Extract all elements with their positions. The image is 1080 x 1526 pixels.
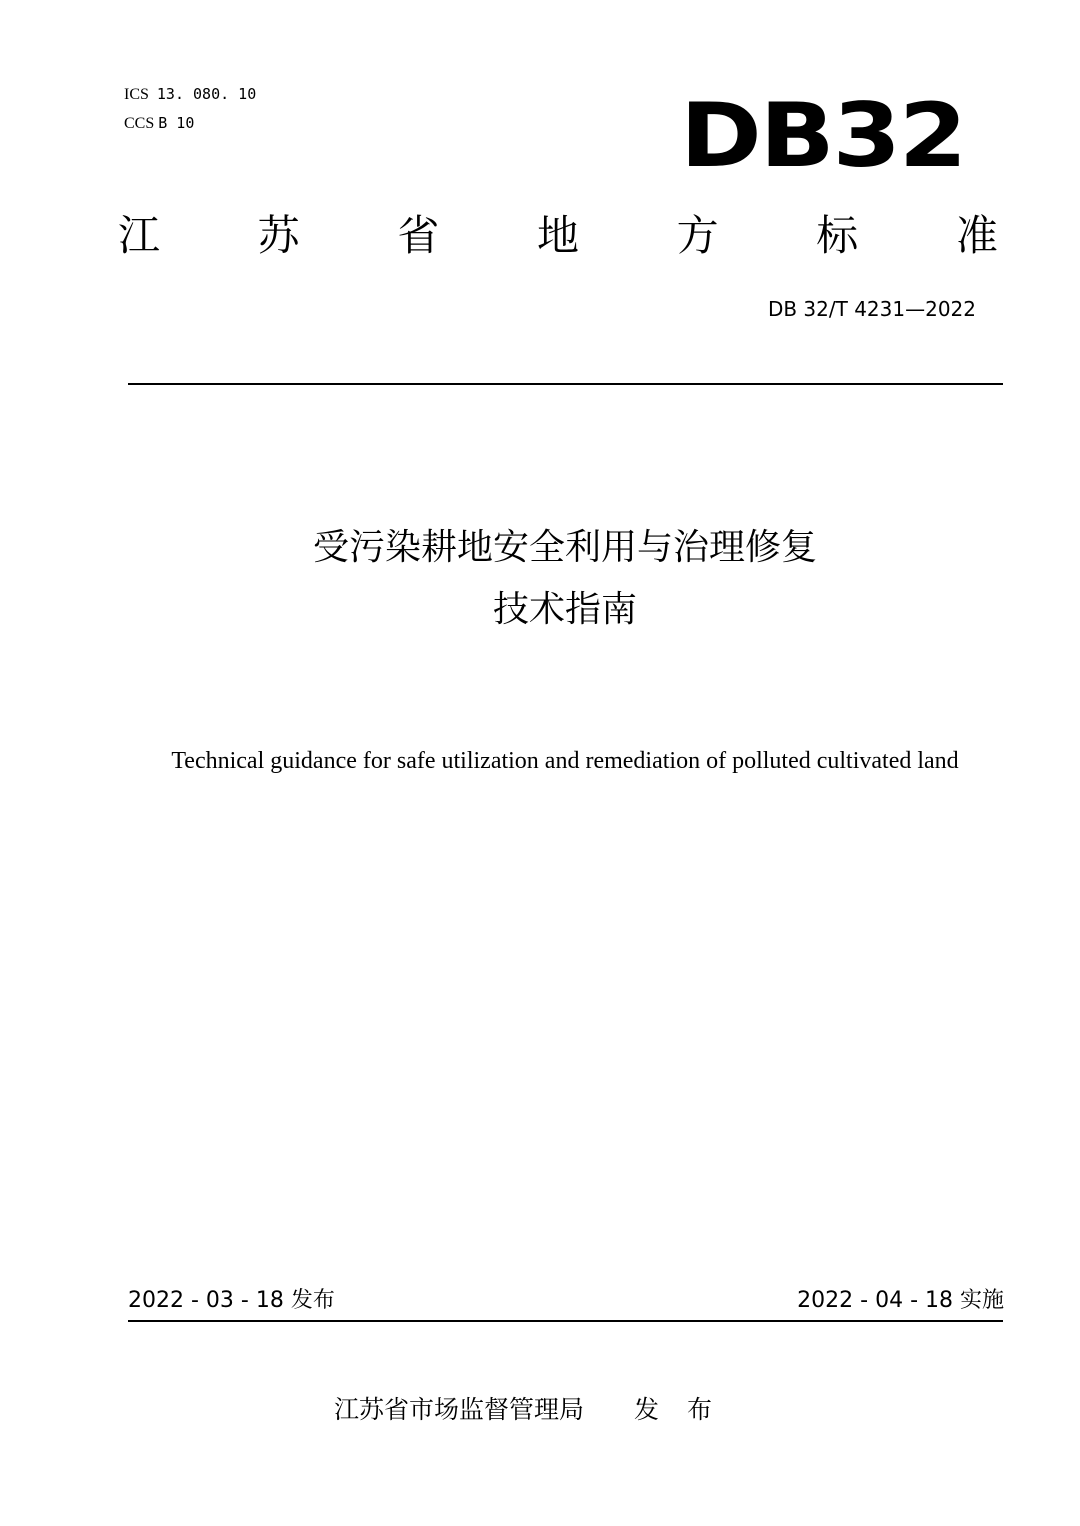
issue-date: 2022 - 03 - 18 发布 [128, 1288, 335, 1313]
standard-type-heading [118, 208, 998, 264]
standard-type-char: 准 [955, 211, 998, 260]
ccs-label: CCS [124, 115, 155, 132]
standard-number: DB 32/T 4231—2022 [767, 297, 976, 321]
standard-type-char: 标 [816, 211, 859, 260]
top-divider [128, 383, 1003, 385]
standard-type-char: 方 [676, 211, 719, 260]
ics-value: 13. 080. 10 [156, 85, 257, 103]
db32-logo: DB32 [680, 84, 966, 187]
ics-label: ICS [124, 86, 149, 103]
ccs-value: B 10 [158, 114, 195, 132]
standard-type-char: 地 [536, 211, 579, 260]
standard-type-char: 省 [397, 211, 440, 260]
publish-action: 发 布 [634, 1395, 722, 1424]
standard-type-char: 江 [118, 211, 161, 260]
implementation-date: 2022 - 04 - 18 实施 [797, 1288, 1004, 1313]
title-cn-line1: 受污染耕地安全利用与治理修复 [312, 527, 817, 568]
title-cn-line2: 技术指南 [492, 589, 637, 630]
publisher [334, 1390, 722, 1430]
standard-type-char: 苏 [257, 211, 300, 260]
classification-codes [124, 80, 256, 138]
bottom-divider [128, 1320, 1003, 1322]
ccs-row [124, 109, 256, 138]
ics-row [124, 80, 256, 109]
publisher-name: 江苏省市场监督管理局 [334, 1395, 585, 1424]
title-en: Technical guidance for safe utilization and remediation of polluted cultivated land [171, 748, 959, 774]
